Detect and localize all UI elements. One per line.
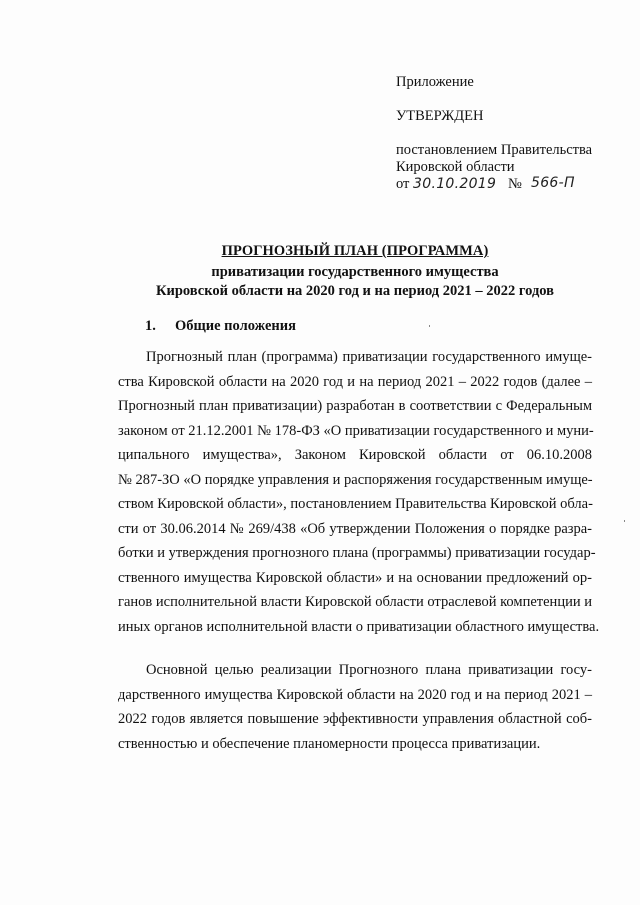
paragraph-line: 2022 годов является повышение эффективности управления областной соб- (118, 711, 592, 727)
paragraph-1 (118, 345, 600, 639)
paragraph-line: № 287-ЗО «О порядке управления и распоряжения государственным имуще- (118, 471, 593, 488)
paragraph-line: ства Кировской области на 2020 год и на период 2021 – 2022 годов (далее – (118, 373, 592, 390)
paragraph-line: ботки и утверждения прогнозного плана (программы) приватизации государ- (118, 545, 596, 561)
number-prefix: № (508, 176, 522, 192)
paragraph-line: ганов исполнительной власти Кировской области отраслевой компетенции и (118, 594, 592, 610)
decree-line-1: постановлением Правительства (396, 142, 593, 158)
title-line-3: Кировской области на 2020 год и на период 2021 – 2022 годов (155, 283, 555, 299)
decree-date-number-row (396, 176, 626, 193)
section-heading (145, 318, 296, 335)
scan-speck (624, 520, 625, 522)
handwritten-date: 30.10.2019 (413, 176, 497, 192)
approved-label: УТВЕРЖДЕН (396, 108, 484, 124)
approval-stamp (396, 74, 626, 193)
title-line-2: приватизации государственного имущества (211, 264, 499, 280)
date-prefix: от (396, 176, 410, 192)
title-line-1: ПРОГНОЗНЫЙ ПЛАН (ПРОГРАММА) (221, 243, 489, 259)
paragraph-line: ственностью и обеспечение планомерности процесса приватизации. (118, 735, 541, 752)
paragraph-line: законом от 21.12.2001 № 178-ФЗ «О приватизации государственного и муни- (118, 422, 594, 439)
paragraph-line: Основной целью реализации Прогнозного плана приватизации госу- (146, 662, 592, 678)
handwritten-number: 566-П (531, 175, 575, 191)
decree-line-2: Кировской области (396, 159, 515, 175)
paragraph-line: Прогнозный план приватизации) разработан в соответствии с Федеральным (118, 398, 592, 414)
appendix-label: Приложение (396, 74, 474, 90)
paragraph-2 (118, 658, 592, 756)
section-title: Общие положения (175, 318, 296, 334)
section-number: 1. (145, 318, 156, 334)
document-title (60, 242, 640, 301)
paragraph-line: дарственного имущества Кировской области на 2020 год и на период 2021 – (118, 686, 592, 703)
paragraph-line: ством Кировской области», постановлением Правительства Кировской обла- (118, 496, 593, 512)
paragraph-line: сти от 30.06.2014 № 269/438 «Об утверждении Положения о порядке разра- (118, 520, 592, 537)
scan-speck (429, 325, 430, 327)
paragraph-line: Прогнозный план (программа) приватизации государственного имуще- (146, 349, 592, 365)
paragraph-line: ципального имущества», Законом Кировской области от 06.10.2008 (118, 447, 592, 463)
paragraph-line: ственного имущества Кировской области» и на основании предложений ор- (118, 569, 592, 586)
paragraph-line: иных органов исполнительной власти о приватизации областного имущества. (118, 618, 600, 635)
